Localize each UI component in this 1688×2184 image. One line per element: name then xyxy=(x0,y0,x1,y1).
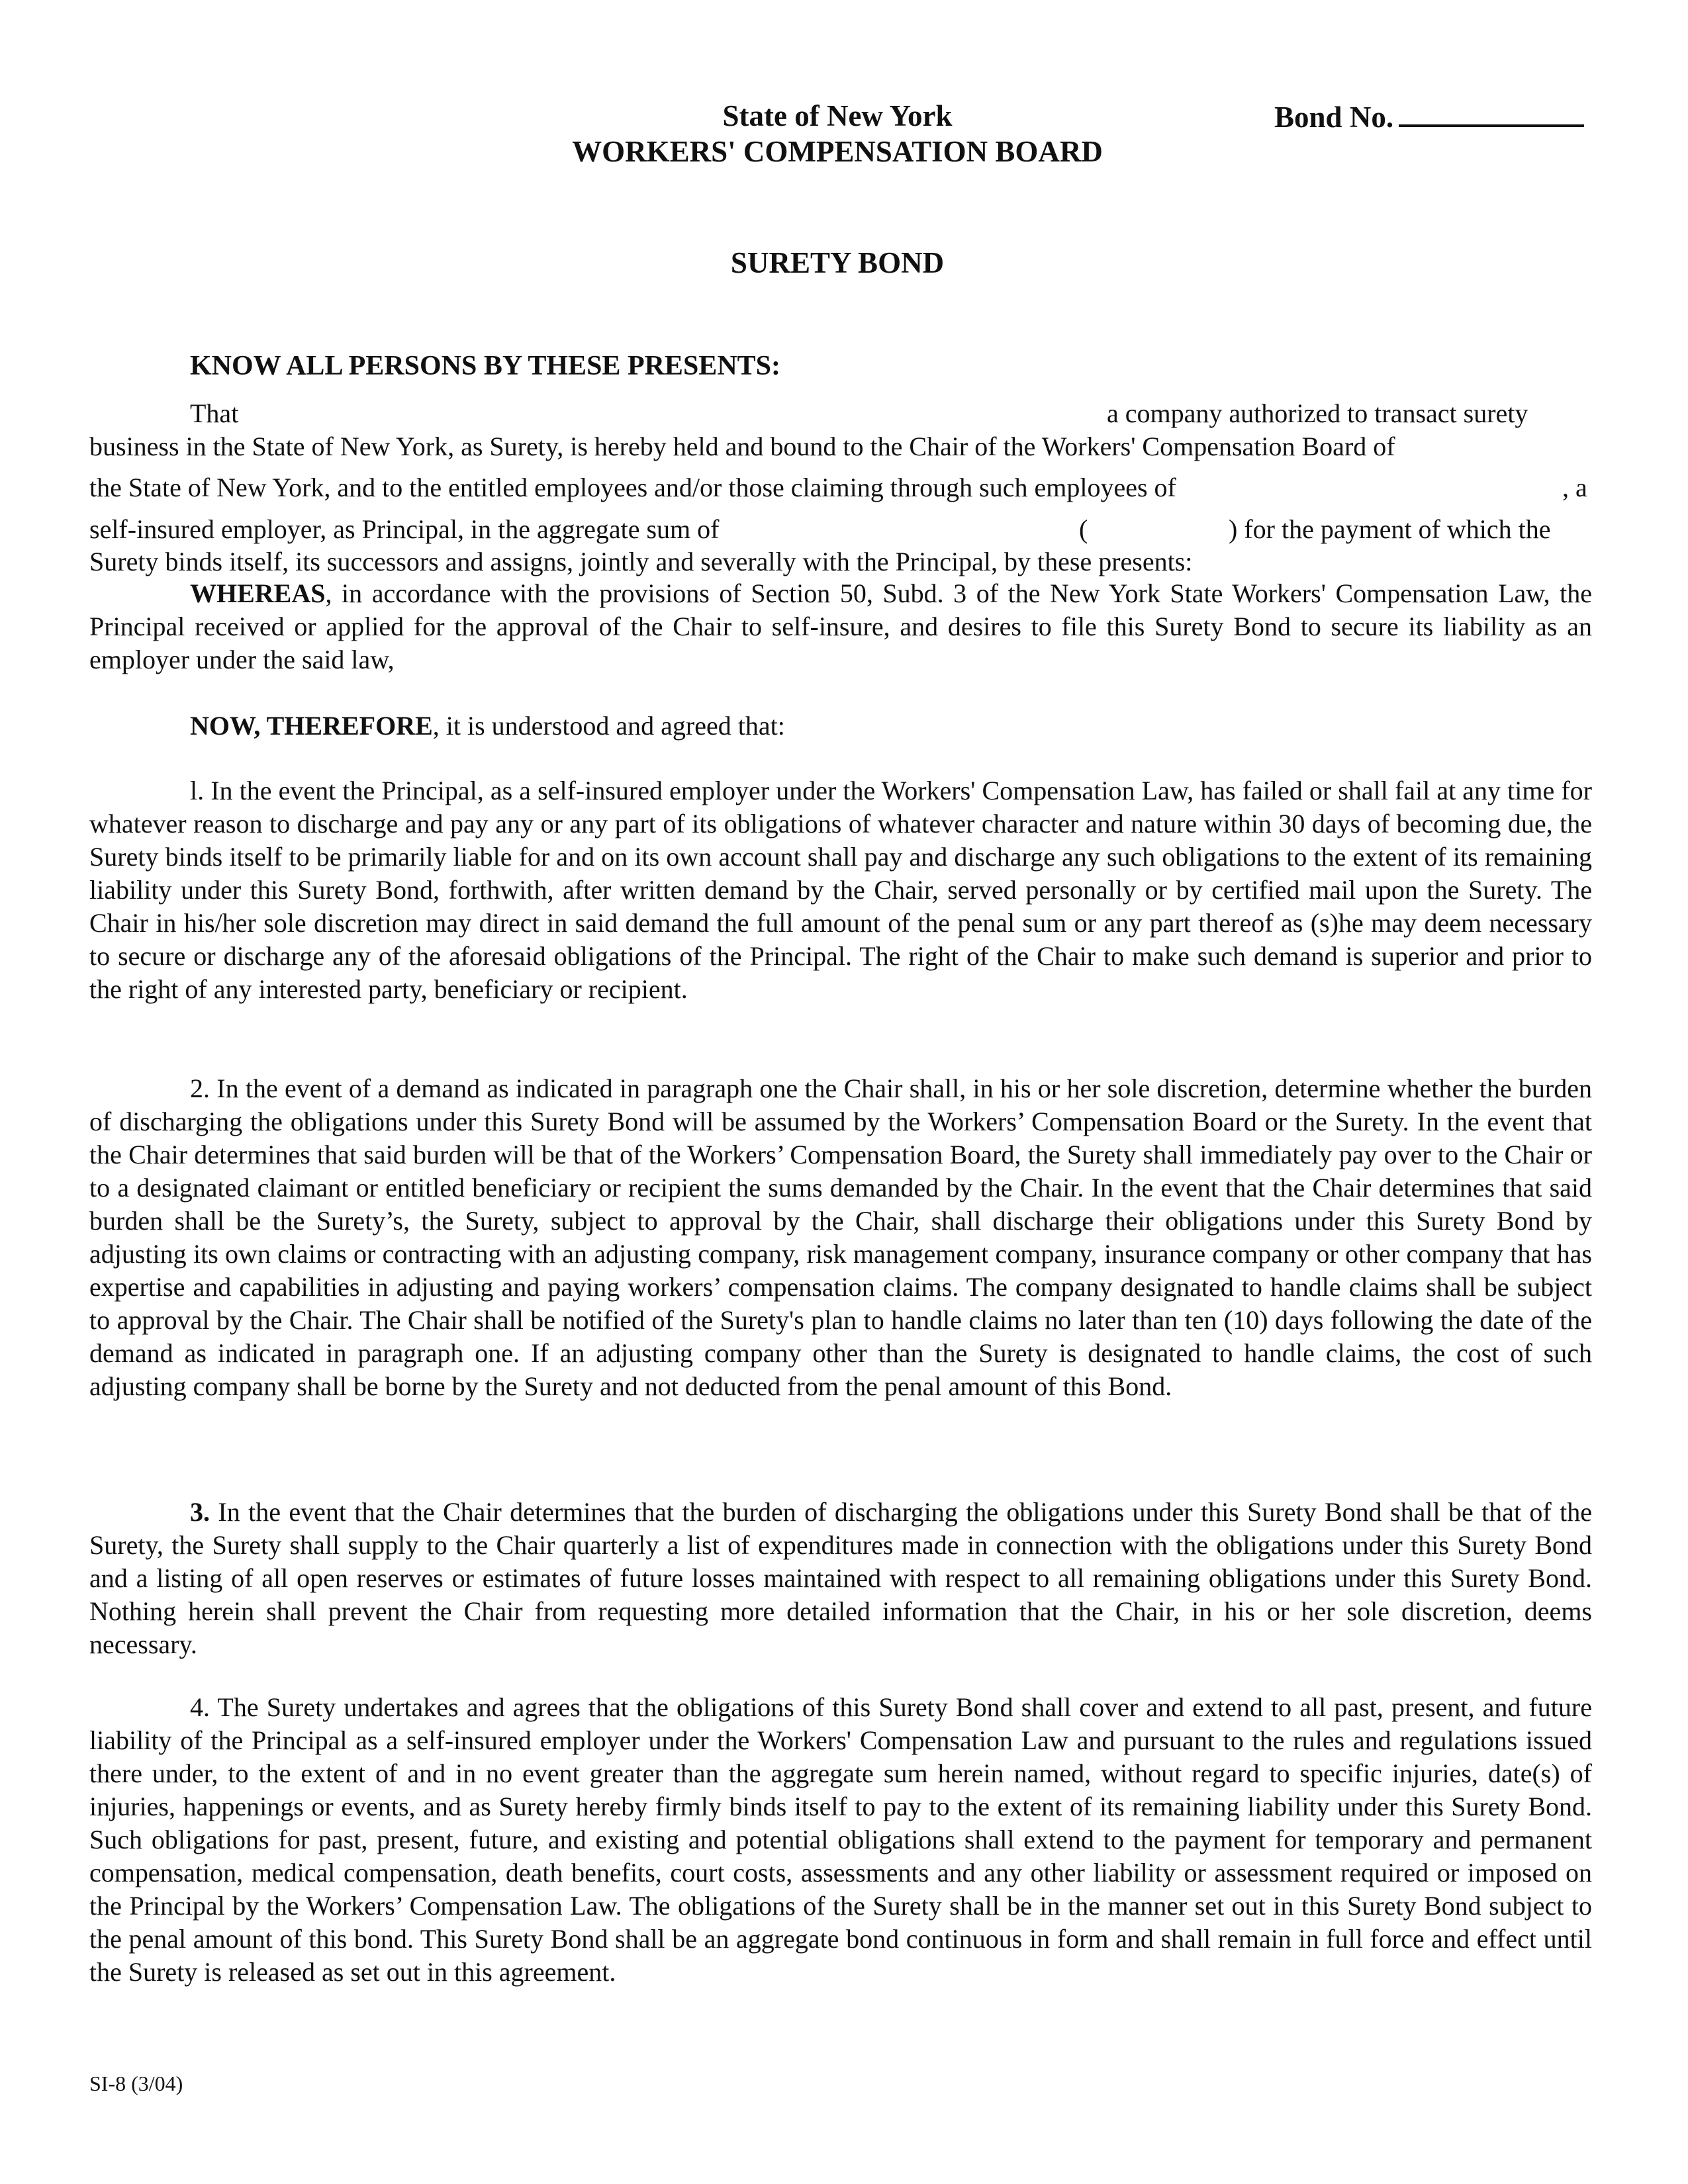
header-board: WORKERS' COMPENSATION BOARD xyxy=(572,135,1103,168)
principal-name-field[interactable] xyxy=(1291,471,1516,503)
paragraph-3-number: 3. xyxy=(190,1497,210,1527)
header-state: State of New York xyxy=(722,99,953,132)
now-therefore-clause xyxy=(89,709,1592,743)
preamble-heading: KNOW ALL PERSONS BY THESE PRESENTS: xyxy=(190,351,781,381)
intro-line-4-start: self-insured employer, as Principal, in the aggregate sum of xyxy=(89,514,720,544)
paragraph-4 xyxy=(89,1691,1592,1989)
page-title: SURETY BOND xyxy=(730,246,945,279)
paragraph-1-number: l. xyxy=(190,776,205,805)
paren-open: ( xyxy=(1079,514,1088,544)
aggregate-sum-figure-field[interactable] xyxy=(1099,513,1218,545)
paragraph-4-text: The Surety undertakes and agrees that the obligations of this Surety Bond shall cover and extend to all past, present, and future liability of the Principal as a self-insured employer under the Workers' Compensation Law and pursuant to the rules and regulations issued there under, to the extent of and in no event greater than the aggregate sum herein named, without regard to specific injuries, date(s) of injuries, happenings or events, and as Surety hereby firmly binds itself to pay to the extent of its remaining liability under this Surety Bond. Such obligations for past, present, future, and existing and potential obligations shall extend to the payment for temporary and permanent compensation, medical compensation, death benefits, court costs, assessments and any other liability or assessment required or imposed on the Principal by the Workers’ Compensation Law. The obligations of the Surety shall be in the manner set out in this Surety Bond subject to the penal amount of this bond. This Surety Bond shall be an aggregate bond continuous in form and shall remain in full force and effect until the Surety is released as set out in this agreement. xyxy=(89,1692,1592,1987)
paragraph-2-text: In the event of a demand as indicated in paragraph one the Chair shall, in his or her sole discretion, determine whether the burden of discharging the obligations under this Surety Bond will be assumed by the Workers’ Compensation Board or the Surety. In the event that the Chair determines that said burden will be that of the Workers’ Compensation Board, the Surety shall immediately pay over to the Chair or to a designated claimant or entitled beneficiary or recipient the sums demanded by the Chair. In the event that the Chair determines that said burden shall be the Surety’s, the Surety, subject to approval by the Chair, shall discharge their obligations under this Surety Bond by adjusting its own claims or contracting with an adjusting company, risk management company, insurance company or other company that has expertise and capabilities in adjusting and paying workers’ compensation claims. The company designated to handle claims shall be subject to approval by the Chair. The Chair shall be notified of the Surety's plan to handle claims no later than ten (10) days following the date of the demand as indicated in paragraph one. If an adjusting company other than the Surety is designated to handle claims, the cost of such adjusting company shall be borne by the Surety and not deducted from the penal amount of this Bond. xyxy=(89,1073,1593,1401)
paragraph-4-number: 4. xyxy=(190,1692,210,1722)
intro-line-5: Surety binds itself, its successors and assigns, jointly and severally with the Principal, by these presents: xyxy=(89,547,1193,576)
intro-that: That xyxy=(190,398,239,428)
whereas-clause xyxy=(89,577,1592,676)
form-id: SI-8 (3/04) xyxy=(89,2071,183,2095)
paragraph-3-text: In the event that the Chair determines that the burden of discharging the obligations under this Surety Bond shall be that of the Surety, the Surety shall supply to the Chair quarterly a list of expenditures made in connection with the obligations under this Surety Bond and a listing of all open reserves or estimates of future losses maintained with respect to all remaining obligations under this Surety Bond. Nothing herein shall prevent the Chair from requesting more detailed information that the Chair, in his or her sole discretion, deems necessary. xyxy=(89,1497,1593,1659)
intro-line-3-end: , a xyxy=(1562,473,1587,502)
aggregate-sum-words-field[interactable] xyxy=(781,513,1059,545)
intro-line-4-end: ) for the payment of which the xyxy=(1229,514,1551,544)
intro-line-3: the State of New York, and to the entitled employees and/or those claiming through such employees of xyxy=(89,473,1176,502)
paragraph-1-text: In the event the Principal, as a self-insured employer under the Workers' Compensation Law, has failed or shall fail at any time for whatever reason to discharge and pay any or any part of its obligations of whatever character and nature within 30 days of becoming due, the Surety binds itself to be primarily liable for and on its own account shall pay and discharge any such obligations to the extent of its remaining liability under this Surety Bond, forthwith, after written demand by the Chair, served personally or by certified mail upon the Surety. The Chair in his/her sole discretion may direct in said demand the full amount of the penal sum or any part thereof as (s)he may deem necessary to secure or discharge any of the aforesaid obligations of the Principal. The right of the Chair to make such demand is superior and prior to the right of any interested party, beneficiary or recipient. xyxy=(89,776,1593,1004)
paragraph-1 xyxy=(89,774,1592,1006)
intro-company-clause: a company authorized to transact surety xyxy=(1107,398,1528,428)
bond-number-field[interactable] xyxy=(1399,98,1584,127)
bond-number xyxy=(1274,98,1584,135)
whereas-label: WHEREAS xyxy=(190,578,326,608)
whereas-text: , in accordance with the provisions of Section 50, Subd. 3 of the New York State Workers' Compensation Law, the Principal received or applied for the approval of the Chair to self-insure, and desires to file this Surety Bond to secure its liability as an employer under the said law, xyxy=(89,578,1592,674)
paragraph-2-number: 2. xyxy=(190,1073,210,1103)
now-therefore-text: , it is understood and agreed that: xyxy=(432,711,785,741)
bond-number-label: Bond No. xyxy=(1274,101,1394,134)
paragraph-3 xyxy=(89,1496,1592,1661)
now-therefore-label: NOW, THEREFORE xyxy=(190,711,433,741)
intro-line-2: business in the State of New York, as Surety, is hereby held and bound to the Chair of the Workers' Compensation Board of xyxy=(89,432,1395,461)
paragraph-2 xyxy=(89,1072,1592,1403)
